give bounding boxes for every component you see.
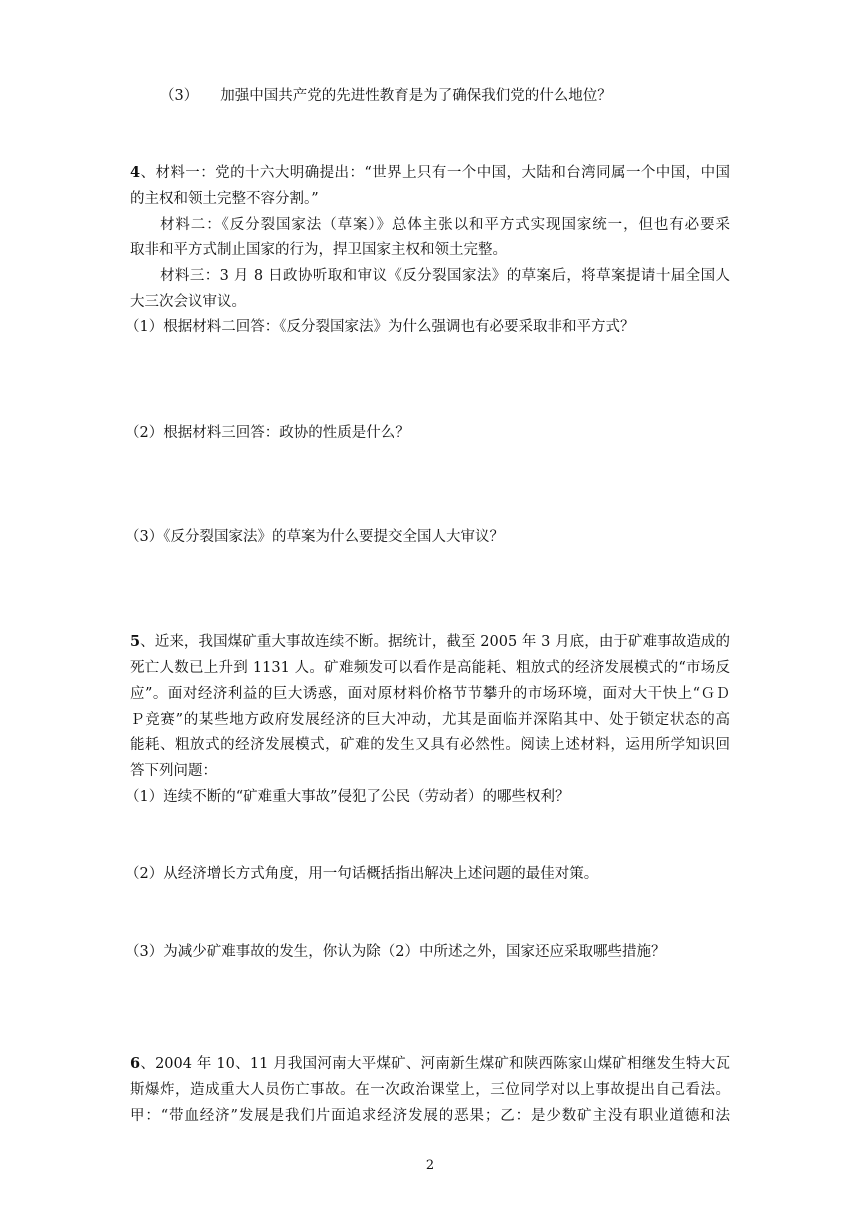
question-5-sub-1: （1）连续不断的“矿难重大事故”侵犯了公民（劳动者）的哪些权利？ — [125, 789, 570, 805]
question-5-sub-2: （2）从经济增长方式角度，用一句话概括指出解决上述问题的最佳对策。 — [125, 866, 599, 882]
question-6-line-2: 斯爆炸，造成重大人员伤亡事故。在一次政治课堂上，三位同学对以上事故提出自己看法。 — [130, 1082, 730, 1098]
question-6-line-1: 6、2004 年 10、11 月我国河南大平煤矿、河南新生煤矿和陕西陈家山煤矿相继发生特大瓦 — [130, 1055, 730, 1072]
question-4-line-6: 大三次会议审议。 — [130, 294, 246, 310]
page-number: 2 — [425, 1158, 435, 1173]
question-5-line-4: Ｐ竞赛”的某些地方政府发展经济的巨大冲动，尤其是面临并深陷其中、处于锁定状态的高 — [130, 712, 730, 728]
sub-number: （3） — [160, 88, 199, 104]
question-5-line-3: 应”。面对经济利益的巨大诱惑，面对原材料价格节节攀升的市场环境，面对大干快上“ＧＤ — [130, 686, 730, 702]
question-number: 5 — [130, 633, 141, 650]
question-5-line-5: 能耗、粗放式的经济发展模式，矿难的发生又具有必然性。阅读上述材料，运用所学知识回 — [130, 737, 730, 753]
question-number: 4 — [130, 164, 141, 181]
question-5-line-1: 5、近来，我国煤矿重大事故连续不断。据统计，截至 2005 年 3 月底，由于矿难事故造成的 — [130, 633, 730, 650]
question-4-line-1: 4、材料一：党的十六大明确提出：“世界上只有一个中国，大陆和台湾同属一个中国，中国 — [130, 164, 730, 181]
sub-text: 加强中国共产党的先进性教育是为了确保我们党的什么地位？ — [220, 88, 612, 104]
question-4-line-5: 材料三：3 月 8 日政协听取和审议《反分裂国家法》的草案后，将草案提请十届全国人 — [160, 268, 730, 284]
question-4-sub-2: （2）根据材料三回答：政协的性质是什么？ — [125, 425, 410, 441]
question-6-line-3: 甲：“带血经济”发展是我们片面追求经济发展的恶果；乙：是少数矿主没有职业道德和法 — [130, 1108, 730, 1124]
question-4-line-3: 材料二：《反分裂国家法（草案）》总体主张以和平方式实现国家统一，但也有必要采 — [160, 217, 730, 233]
question-3-sub-3 — [160, 86, 612, 106]
question-4-line-2: 的主权和领土完整不容分割。” — [130, 191, 319, 207]
question-5-line-6: 答下列问题： — [130, 763, 217, 779]
question-5-line-2: 死亡人数已上升到 1131 人。矿难频发可以看作是高能耗、粗放式的经济发展模式的“市场反 — [130, 660, 730, 676]
question-5-sub-3: （3）为减少矿难事故的发生，你认为除（2）中所述之外，国家还应采取哪些措施？ — [125, 944, 666, 960]
question-4-line-4: 取非和平方式制止国家的行为，捍卫国家主权和领土完整。 — [130, 242, 507, 258]
question-4-sub-1: （1）根据材料二回答：《反分裂国家法》为什么强调也有必要采取非和平方式？ — [125, 319, 635, 335]
question-number: 6 — [130, 1055, 141, 1072]
question-4-sub-3: （3）《反分裂国家法》的草案为什么要提交全国人大审议？ — [125, 529, 504, 545]
